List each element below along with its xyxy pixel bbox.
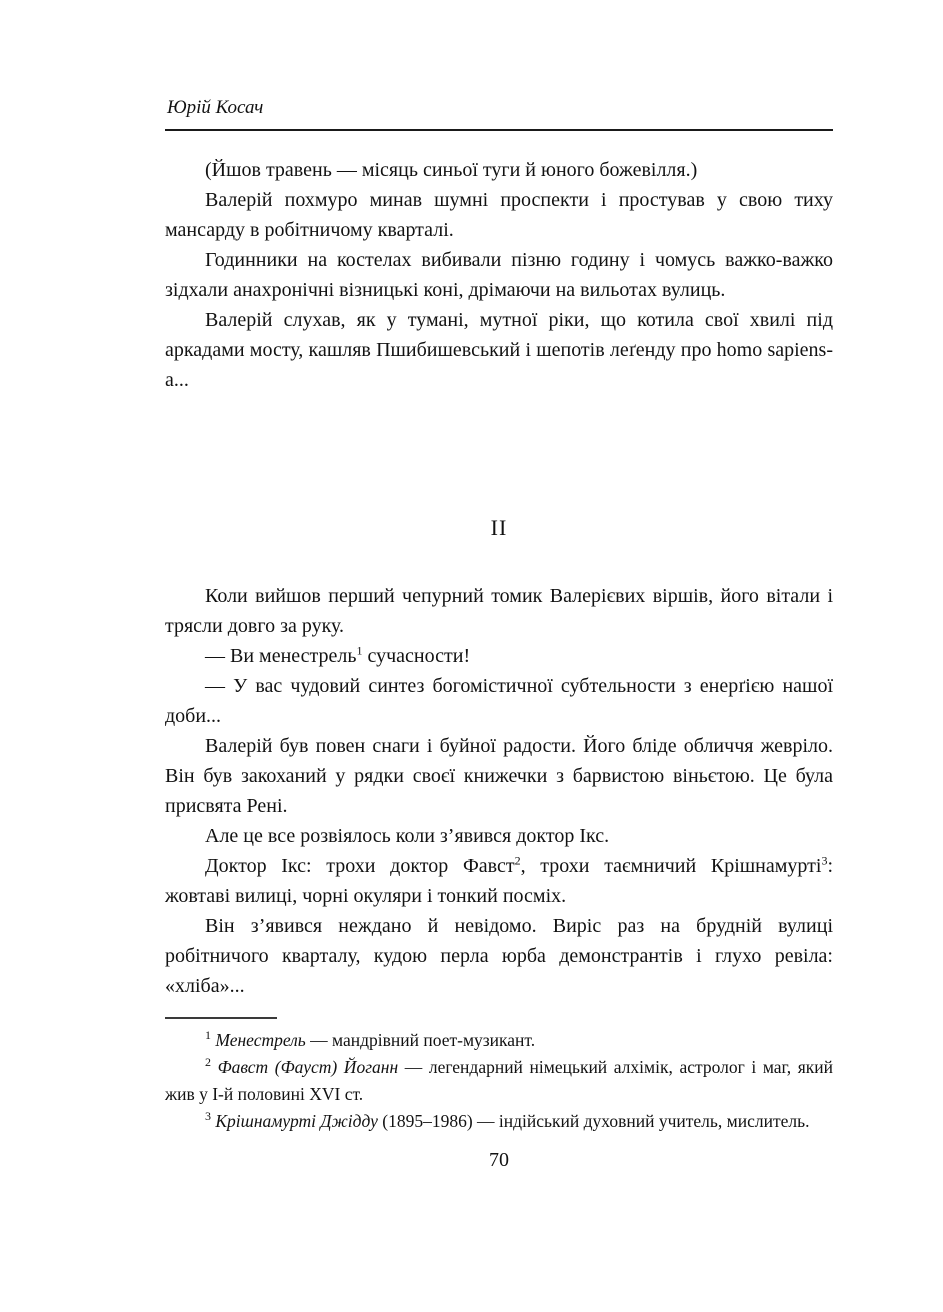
italic-text: Фавст (Фауст) Йоганн	[211, 1057, 399, 1077]
text-run: Валерій був повен снаги і буйної радости. Його бліде обличчя жевріло. Він був закоханий у рядки своєї книжечки з барвистою віньєтою. Це була присвята Рені.	[165, 735, 833, 817]
paragraph	[165, 641, 833, 671]
text-run: Валерій слухав, як у тумані, мутної ріки, що котила свої хвилі під аркадами мосту, кашляв Пшибишевський і шепотів леґенду про homo sapiens-a...	[165, 309, 833, 391]
footnote	[165, 1054, 833, 1108]
paragraph	[165, 851, 833, 911]
footnote	[165, 1027, 833, 1054]
body-text	[165, 155, 833, 1001]
text-run: (1895–1986) — індійський духовний учитель, мислитель.	[377, 1111, 810, 1131]
footnote-ref: 3	[205, 1109, 211, 1124]
text-run: — Ви менестрель	[205, 645, 357, 667]
section-intro	[165, 155, 833, 395]
paragraph	[165, 185, 833, 245]
text-run: , трохи таємничий Крішнамурті	[520, 855, 822, 877]
paragraph	[165, 155, 833, 185]
page-footer	[165, 1017, 833, 1172]
text-run: : жовтаві вилиці, чорні окуляри і тонкий посміх.	[165, 855, 833, 907]
page-number: 70	[489, 1149, 509, 1171]
footnote-ref: 2	[514, 853, 521, 868]
italic-text: Крішнамурті Джідду	[211, 1111, 378, 1131]
section-heading: II	[490, 515, 508, 540]
paragraph	[165, 671, 833, 731]
paragraph	[165, 305, 833, 395]
header-rule	[165, 129, 833, 131]
footnote	[165, 1108, 833, 1135]
text-run: Коли вийшов перший чепурний томик Валерієвих віршів, його вітали і трясли довго за руку.	[165, 585, 833, 637]
paragraph	[165, 581, 833, 641]
text-run: — легендарний німецький алхімік, астролог і маг, який жив у І-й половині XVI ст.	[165, 1057, 833, 1104]
footnote-separator-rule	[165, 1017, 277, 1019]
text-run: — мандрівний поет-музикант.	[305, 1030, 536, 1050]
text-run: Годинники на костелах вибивали пізню годину і чомусь важко-важко зідхали анахронічні візницькі коні, дрімаючи на вильотах вулиць.	[165, 249, 833, 301]
running-header	[165, 97, 833, 131]
footnote-ref: 3	[821, 853, 828, 868]
section-two	[165, 581, 833, 1001]
text-run: Валерій похмуро минав шумні проспекти і простував у свою тиху мансарду в робітничому кварталі.	[165, 189, 833, 241]
footnote-ref: 1	[205, 1028, 211, 1043]
text-run: Але це все розвіялось коли з’явився доктор Ікс.	[205, 825, 610, 847]
footnote-ref: 2	[205, 1055, 211, 1070]
paragraph	[165, 731, 833, 821]
italic-text: Менестрель	[211, 1030, 306, 1050]
paragraph	[165, 821, 833, 851]
text-run: Він з’явився неждано й невідомо. Виріс раз на брудній вулиці робітничого кварталу, кудою перла юрба демонстрантів і глухо ревіла: «хліба»...	[165, 915, 833, 997]
text-run: (Йшов травень — місяць синьої туги й юного божевілля.)	[205, 159, 698, 181]
footnotes-block	[165, 1027, 833, 1135]
paragraph	[165, 911, 833, 1001]
paragraph	[165, 245, 833, 305]
text-run: сучасности!	[362, 645, 471, 667]
text-run: — У вас чудовий синтез богомістичної субтельности з енерґією нашої доби...	[165, 675, 833, 727]
text-run: Доктор Ікс: трохи доктор Фавст	[205, 855, 515, 877]
footnote-ref: 1	[356, 643, 363, 658]
running-header-author: Юрій Косач	[167, 97, 264, 118]
